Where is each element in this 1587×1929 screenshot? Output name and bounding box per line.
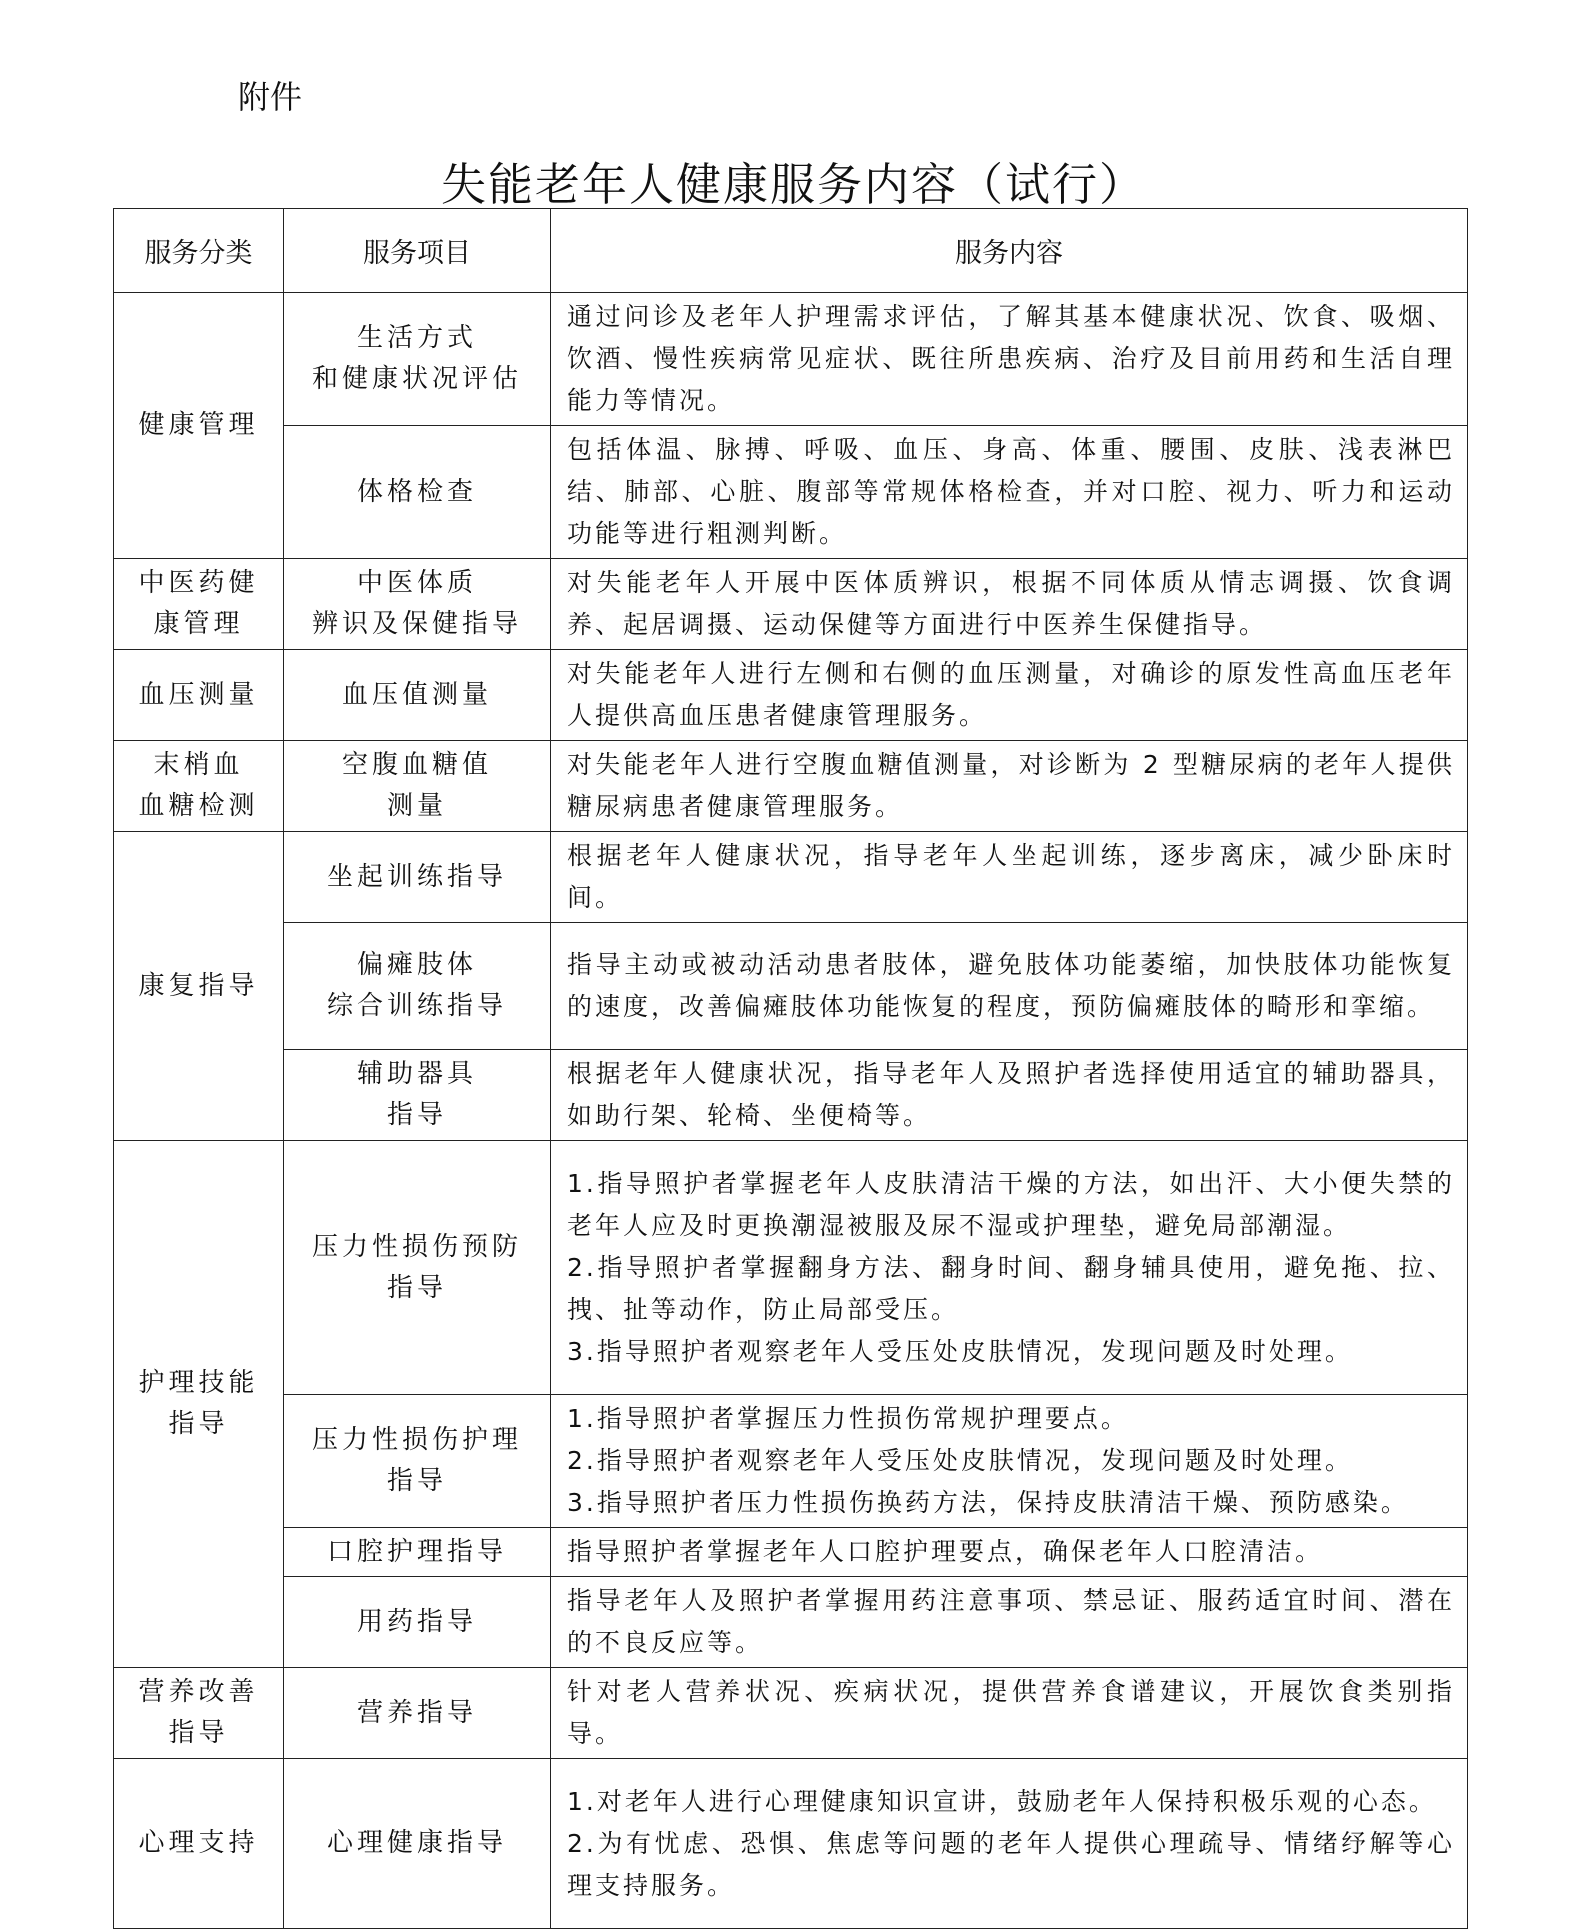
item-cell [284,293,551,426]
content-cell [551,832,1468,923]
table-row [114,1395,1468,1528]
item-cell [284,1577,551,1668]
content-cell [551,1528,1468,1577]
category-label: 心理支持 [138,1828,259,1858]
category-cell [114,559,284,650]
content-cell [551,1395,1468,1528]
category-label: 康复指导 [138,970,259,1001]
content-text: 通过问诊及老年人护理需求评估，了解其基本健康状况、饮食、吸烟、饮酒、慢性疾病常见症状、既往所患疾病、治疗及目前用药和生活自理能力等情况。 [567,302,1455,415]
content-text: 对失能老年人开展中医体质辨识，根据不同体质从情志调摄、饮食调养、起居调摄、运动保健等方面进行中医养生保健指导。 [567,568,1455,639]
category-label: 血压测量 [138,679,259,710]
item-label: 辅助器具 指导 [356,1059,477,1130]
table-row [114,559,1468,650]
content-text: 指导照护者掌握老年人口腔护理要点，确保老年人口腔清洁。 [567,1537,1324,1566]
content-text: 对失能老年人进行左侧和右侧的血压测量，对确诊的原发性高血压老年人提供高血压患者健康管理服务。 [567,659,1455,730]
content-text: 2.指导照护者观察老年人受压处皮肤情况，发现问题及时处理。 [567,1446,1353,1475]
table-row [114,1759,1468,1929]
item-cell [284,1395,551,1528]
item-label: 坐起训练指导 [326,861,507,892]
item-label: 营养指导 [356,1697,477,1728]
content-cell [551,650,1468,741]
item-cell [284,650,551,741]
item-cell [284,559,551,650]
item-cell [284,1141,551,1395]
content-cell [551,1050,1468,1141]
item-label: 生活方式 和健康状况评估 [311,323,522,394]
content-text: 对失能老年人进行空腹血糖值测量，对诊断为 2 型糖尿病的老年人提供糖尿病患者健康管理服务。 [567,750,1455,821]
table-row [114,1528,1468,1577]
content-cell [551,1759,1468,1929]
attachment-label: 附件 [238,78,303,116]
content-text: 根据老年人健康状况，指导老年人坐起训练，逐步离床，减少卧床时间。 [567,841,1455,912]
table-row [114,923,1468,1050]
item-label: 体格检查 [356,476,477,507]
category-cell [114,293,284,559]
content-text: 指导主动或被动活动患者肢体，避免肢体功能萎缩，加快肢体功能恢复的速度，改善偏瘫肢体功能恢复的程度，预防偏瘫肢体的畸形和挛缩。 [567,950,1455,1021]
item-label: 压力性损伤护理 指导 [311,1425,522,1496]
item-cell [284,923,551,1050]
category-cell [114,1141,284,1668]
category-label: 营养改善 指导 [138,1677,259,1748]
table-header-row [114,209,1468,293]
content-cell [551,1141,1468,1395]
content-text: 3.指导照护者压力性损伤换药方法，保持皮肤清洁干燥、预防感染。 [567,1488,1409,1517]
content-cell [551,1577,1468,1668]
content-text: 包括体温、脉搏、呼吸、血压、身高、体重、腰围、皮肤、浅表淋巴结、肺部、心脏、腹部等常规体格检查，并对口腔、视力、听力和运动功能等进行粗测判断。 [567,435,1455,548]
content-text: 根据老年人健康状况，指导老年人及照护者选择使用适宜的辅助器具，如助行架、轮椅、坐便椅等。 [567,1059,1455,1130]
header-category: 服务分类 [114,209,284,293]
category-cell [114,1759,284,1929]
document-title: 失能老年人健康服务内容（试行） [440,158,1146,211]
header-item: 服务项目 [284,209,551,293]
content-cell [551,1668,1468,1759]
item-label: 偏瘫肢体 综合训练指导 [326,950,507,1021]
content-cell [551,293,1468,426]
content-text: 1.对老年人进行心理健康知识宣讲，鼓励老年人保持积极乐观的心态。 [567,1786,1437,1816]
content-cell [551,923,1468,1050]
item-cell [284,1050,551,1141]
item-cell [284,832,551,923]
content-text: 指导老年人及照护者掌握用药注意事项、禁忌证、服药适宜时间、潜在的不良反应等。 [567,1586,1455,1657]
category-label: 中医药健 康管理 [138,568,259,639]
table-row [114,426,1468,559]
category-label: 护理技能 指导 [138,1368,259,1439]
content-text: 1.指导照护者掌握压力性损伤常规护理要点。 [567,1404,1129,1433]
category-cell [114,1668,284,1759]
item-label: 中医体质 辨识及保健指导 [311,568,522,639]
table-row [114,1050,1468,1141]
content-text: 2.为有忧虑、恐惧、焦虑等问题的老年人提供心理疏导、情绪纾解等心理支持服务。 [567,1828,1455,1900]
item-label: 血压值测量 [341,679,492,710]
content-cell [551,426,1468,559]
category-label: 健康管理 [138,410,259,440]
item-cell [284,1759,551,1929]
content-text: 针对老人营养状况、疾病状况，提供营养食谱建议，开展饮食类别指导。 [567,1677,1455,1748]
item-cell [284,1668,551,1759]
table-row [114,832,1468,923]
item-label: 压力性损伤预防 指导 [311,1231,522,1303]
item-label: 口腔护理指导 [326,1536,507,1567]
category-cell [114,650,284,741]
table-row [114,650,1468,741]
content-text: 2.指导照护者掌握翻身方法、翻身时间、翻身辅具使用，避免拖、拉、拽、扯等动作，防止局部受压。 [567,1252,1455,1324]
item-cell [284,426,551,559]
item-label: 心理健康指导 [326,1828,507,1858]
service-table [113,208,1468,1929]
category-cell [114,741,284,832]
content-text: 1.指导照护者掌握老年人皮肤清洁干燥的方法，如出汗、大小便失禁的老年人应及时更换潮湿被服及尿不湿或护理垫，避免局部潮湿。 [567,1168,1455,1240]
item-cell [284,1528,551,1577]
category-cell [114,832,284,1141]
table-row [114,293,1468,426]
table-row [114,741,1468,832]
table-row [114,1577,1468,1668]
item-label: 用药指导 [356,1606,477,1637]
content-cell [551,741,1468,832]
table-row [114,1141,1468,1395]
item-label: 空腹血糖值 测量 [341,750,492,821]
content-text: 3.指导照护者观察老年人受压处皮肤情况，发现问题及时处理。 [567,1336,1353,1366]
category-label: 末梢血 血糖检测 [138,750,259,821]
item-cell [284,741,551,832]
content-cell [551,559,1468,650]
table-row [114,1668,1468,1759]
header-content: 服务内容 [551,209,1468,293]
